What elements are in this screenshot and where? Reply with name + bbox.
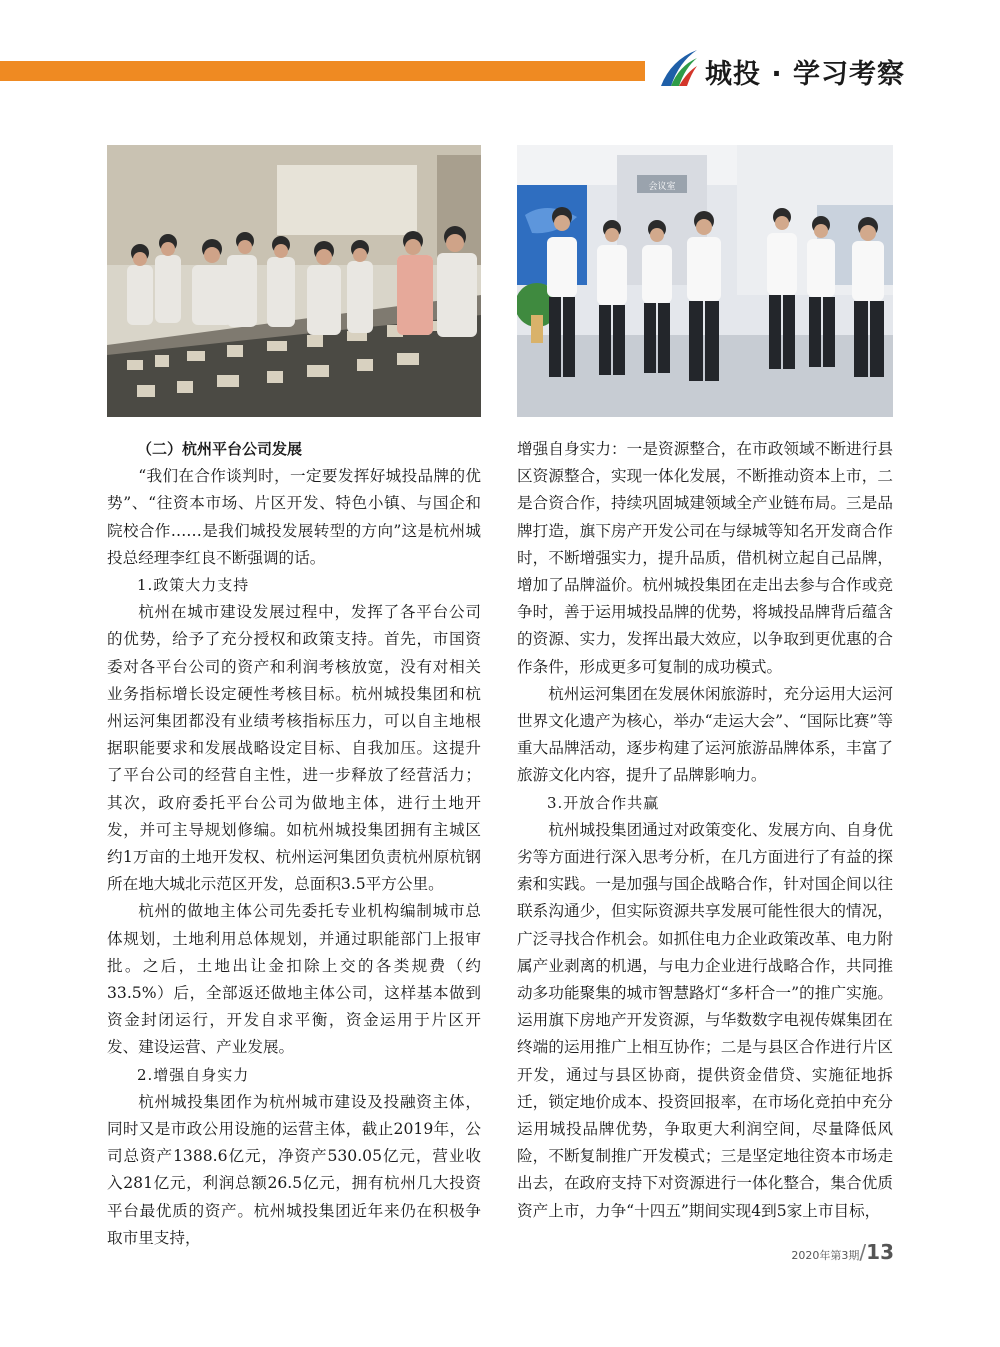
footer-slash: / [859,1240,867,1264]
page-number: 13 [866,1240,894,1264]
right-text-column [517,436,893,1225]
header-accent-bar [0,61,645,81]
paragraph-continued: 增强自身实力：一是资源整合，在市政领域不断进行县区资源整合，实现一体化发展，不断推动资本上市，二是合资合作，持续巩固城建领域全产业链布局。三是品牌打造，旗下房产开发公司在与绿城等知名开发商合作时，不断增强实力，提升品质，借机树立起自己品牌，增加了品牌溢价。杭州城投集团在走出去参与合作或竞争时，善于运用城投品牌的优势，将城投品牌背后蕴含的资源、实力，发挥出最大效应，以争取到更优惠的合作条件，形成更多可复制的成功模式。 [517,440,893,676]
photo-exhibition-hall [517,145,893,417]
subheading: 1.政策大力支持 [137,576,250,595]
subheading: 2.增强自身实力 [137,1065,250,1084]
issue-label: 2020年第3期 [791,1249,860,1262]
paragraph: 杭州的做地主体公司先委托专业机构编制城市总体规划，土地利用总体规划，并通过职能部门上报审批。之后，土地出让金扣除上交的各类规费（约33.5%）后，全部返还做地主体公司，这样基本做到资金封闭运行，开发自求平衡，资金运用于片区开发、建设运营、产业发展。 [107,902,481,1057]
paragraph: 杭州城投集团通过对政策变化、发展方向、自身优劣等方面进行深入思考分析，在几方面进行了有益的探索和实践。一是加强与国企战略合作，针对国企间以往联系沟通少，但实际资源共享发展可能性很大的情况，广泛寻找合作机会。如抓住电力企业政策改革、电力附属产业剥离的机遇，与电力企业进行战略合作，共同推动多功能聚集的城市智慧路灯“多杆合一”的推广实施。运用旗下房地产开发资源，与华数数字电视传媒集团在终端的运用推广上相互协作；二是与县区合作进行片区开发，通过与县区协商，提供资金借贷、实施征地拆迁，锁定地价成本、投资回报率，在市场化竞拍中充分运用城投品牌优势，争取更大利润空间，尽量降低风险，不断复制推广开发模式；三是坚定地往资本市场走出去，在政府支持下对资源进行一体化整合，集合优质资产上市，力争“十四五”期间实现4到5家上市目标， [517,820,893,1220]
section-heading: （二）杭州平台公司发展 [137,440,303,458]
meeting-room-sign: 会议室 [648,182,676,192]
paragraph: “我们在合作谈判时，一定要发挥好城投品牌的优势”、“往资本市场、片区开发、特色小镇、与国企和院校合作……是我们城投发展转型的方向”这是杭州城投总经理李红良不断强调的话。 [107,467,481,567]
subheading: 3.开放合作共赢 [547,793,660,812]
paragraph: 杭州运河集团在发展休闲旅游时，充分运用大运河世界文化遗产为核心，举办“走运大会”、“国际比赛”等重大品牌活动，逐步构建了运河旅游品牌体系，丰富了旅游文化内容，提升了品牌影响力。 [517,684,893,785]
page-footer [790,1240,894,1264]
photo-city-model [107,145,481,417]
stripes-logo-icon [657,46,699,90]
left-text-column [107,436,481,1252]
section-title: 城投 · 学习考察 [705,59,906,90]
paragraph: 杭州城投集团作为杭州城市建设及投融资主体，同时又是市政公用设施的运营主体，截止2019年，公司总资产1388.6亿元，净资产530.05亿元，营业收入281亿元，利润总额26.5亿元，拥有杭州几大投资平台最优质的资产。杭州城投集团近年来仍在积极争取市里支持， [107,1092,481,1247]
paragraph: 杭州在城市建设发展过程中，发挥了各平台公司的优势，给予了充分授权和政策支持。首先，市国资委对各平台公司的资产和利润考核放宽，没有对相关业务指标增长设定硬性考核目标。杭州城投集团和杭州运河集团都没有业绩考核指标压力，可以自主地根据职能要求和发展战略设定目标、自我加压。这提升了平台公司的经营自主性，进一步释放了经营活力；其次，政府委托平台公司为做地主体，进行土地开发，并可主导规划修编。如杭州城投集团拥有主城区约1万亩的土地开发权、杭州运河集团负责杭州原杭钢所在地大城北示范区开发，总面积3.5平方公里。 [107,603,481,894]
